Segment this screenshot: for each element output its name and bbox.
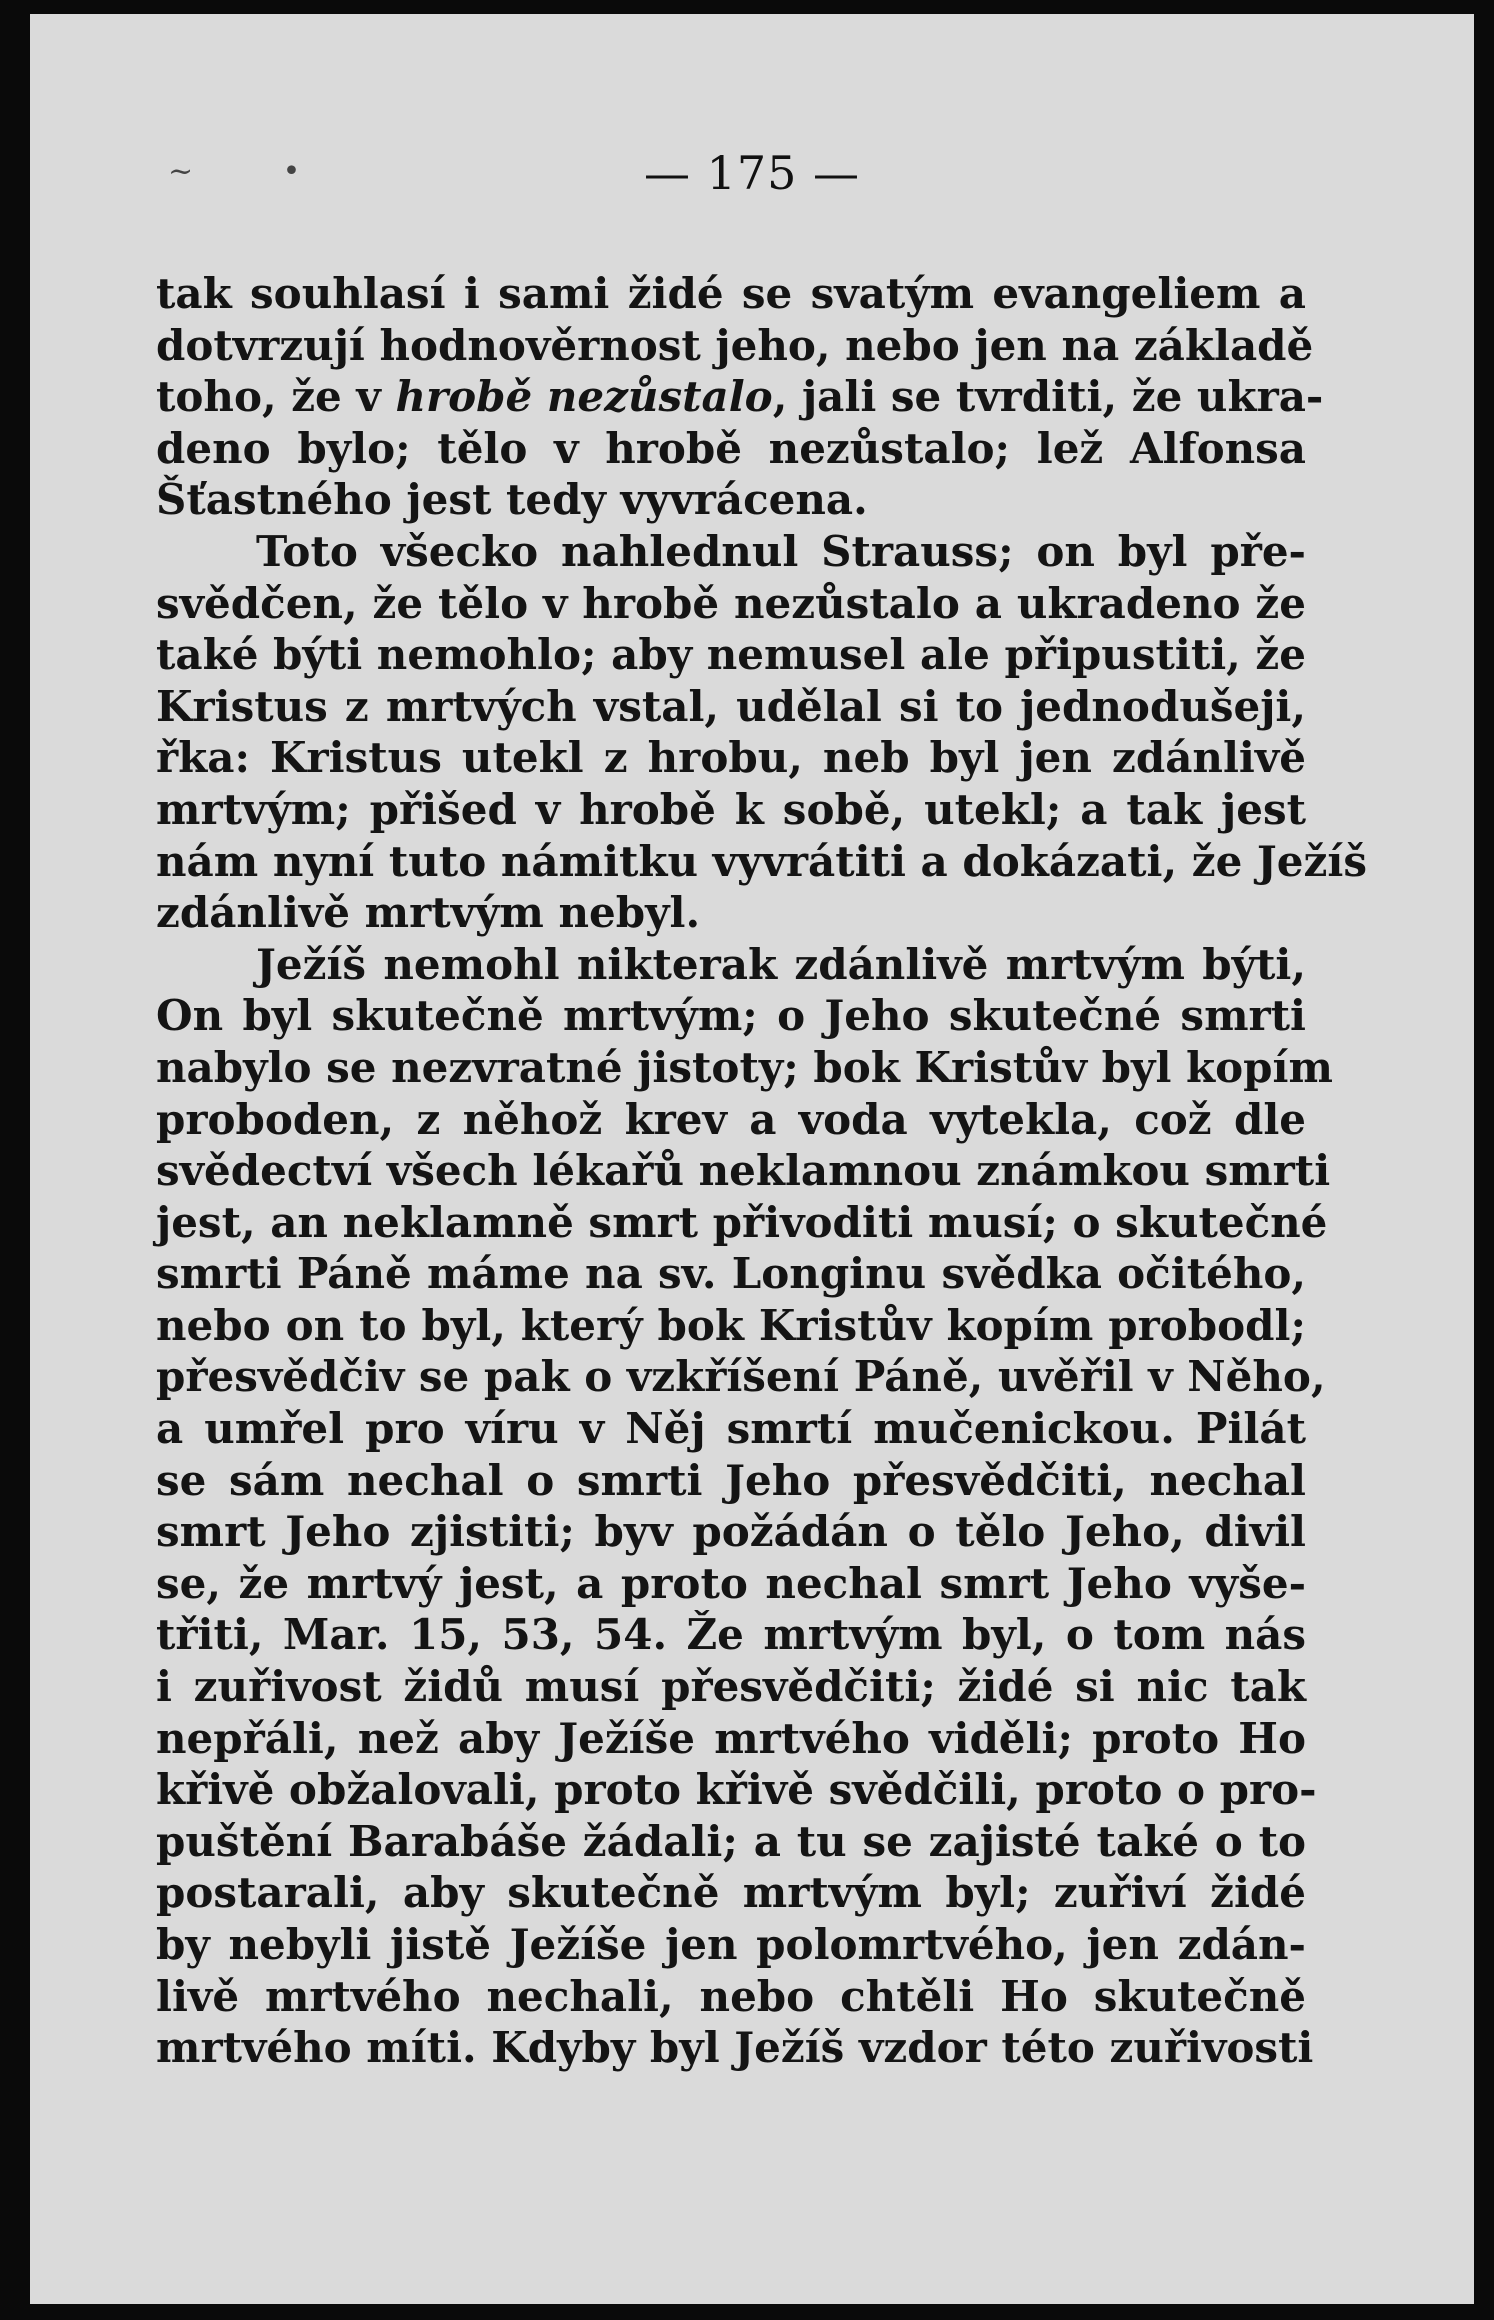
text-line: přesvědčiv se pak o vzkříšení Páně, uvěřil v Něho, bbox=[156, 1352, 1326, 1402]
text-line-segment: , jali se tvrditi, že ukra- bbox=[772, 372, 1324, 422]
text-line-emphasis: hrobě nezůstalo bbox=[395, 372, 773, 422]
text-line: livě mrtvého nechali, nebo chtěli Ho skutečně bbox=[156, 1971, 1306, 2021]
text-line bbox=[156, 371, 1324, 423]
text-line: zdánlivě mrtvým nebyl. bbox=[156, 888, 701, 938]
text-line: svědčen, že tělo v hrobě nezůstalo a ukradeno že bbox=[156, 578, 1306, 628]
text-line: svědectví všech lékařů neklamnou známkou smrti bbox=[156, 1146, 1331, 1196]
text-line: mrtvým; přišed v hrobě k sobě, utekl; a tak jest bbox=[156, 784, 1306, 834]
text-line: i zuřivost židů musí přesvědčiti; židé si nic tak bbox=[156, 1662, 1306, 1712]
text-line-segment: toho, že v bbox=[156, 372, 396, 422]
text-line: se, že mrtvý jest, a proto nechal smrt Jeho vyše- bbox=[156, 1558, 1306, 1608]
text-line: Ježíš nemohl nikterak zdánlivě mrtvým býti, bbox=[256, 939, 1306, 989]
text-line: Šťastného jest tedy vyvrácena. bbox=[156, 475, 868, 525]
text-line: Kristus z mrtvých vstal, udělal si to jednodušeji, bbox=[156, 681, 1306, 731]
text-line: se sám nechal o smrti Jeho přesvědčiti, nechal bbox=[156, 1455, 1306, 1505]
body-text bbox=[156, 268, 1367, 2074]
text-line: proboden, z něhož krev a voda vytekla, což dle bbox=[156, 1094, 1306, 1144]
text-line: jest, an neklamně smrt přivoditi musí; o skutečné bbox=[156, 1197, 1328, 1247]
text-line: tak souhlasí i sami židé se svatým evangeliem a bbox=[156, 269, 1306, 318]
text-line: Toto všecko nahlednul Strauss; on byl pře- bbox=[256, 526, 1306, 576]
text-line: nepřáli, než aby Ježíše mrtvého viděli; proto Ho bbox=[156, 1713, 1306, 1763]
book-page bbox=[30, 14, 1474, 2304]
text-line: by nebyli jistě Ježíše jen polomrtvého, jen zdán- bbox=[156, 1920, 1306, 1969]
text-line: On byl skutečně mrtvým; o Jeho skutečné smrti bbox=[156, 991, 1306, 1041]
text-line: puštění Barabáše žádali; a tu se zajisté také o to bbox=[156, 1816, 1306, 1866]
text-line: postarali, aby skutečně mrtvým byl; zuřiví židé bbox=[156, 1868, 1306, 1918]
text-line: mrtvého míti. Kdyby byl Ježíš vzdor této zuřivosti bbox=[156, 2023, 1314, 2073]
text-line: třiti, Mar. 15, 53, 54. Že mrtvým byl, o tom nás bbox=[156, 1610, 1306, 1660]
page-number-header: — 175 — bbox=[643, 146, 861, 200]
text-line: smrti Páně máme na sv. Longinu svědka očitého, bbox=[156, 1249, 1306, 1299]
text-line: dotvrzují hodnověrnost jeho, nebo jen na základě bbox=[156, 320, 1314, 370]
text-line: deno bylo; tělo v hrobě nezůstalo; lež Alfonsa bbox=[156, 423, 1306, 473]
text-line: a umřel pro víru v Něj smrtí mučenickou. Pilát bbox=[156, 1404, 1306, 1454]
text-line: křivě obžalovali, proto křivě svědčili, proto o pro- bbox=[156, 1765, 1317, 1815]
text-line: nabylo se nezvratné jistoty; bok Kristův byl kopím bbox=[156, 1042, 1333, 1092]
margin-marks: ~ • bbox=[168, 154, 341, 189]
text-line: smrt Jeho zjistiti; byv požádán o tělo Jeho, divil bbox=[156, 1507, 1306, 1557]
text-line: řka: Kristus utekl z hrobu, neb byl jen zdánlivě bbox=[156, 733, 1306, 783]
text-line: také býti nemohlo; aby nemusel ale připustiti, že bbox=[156, 630, 1306, 680]
text-line: nebo on to byl, který bok Kristův kopím probodl; bbox=[156, 1300, 1306, 1350]
text-line: nám nyní tuto námitku vyvrátiti a dokázati, že Ježíš bbox=[156, 836, 1367, 886]
